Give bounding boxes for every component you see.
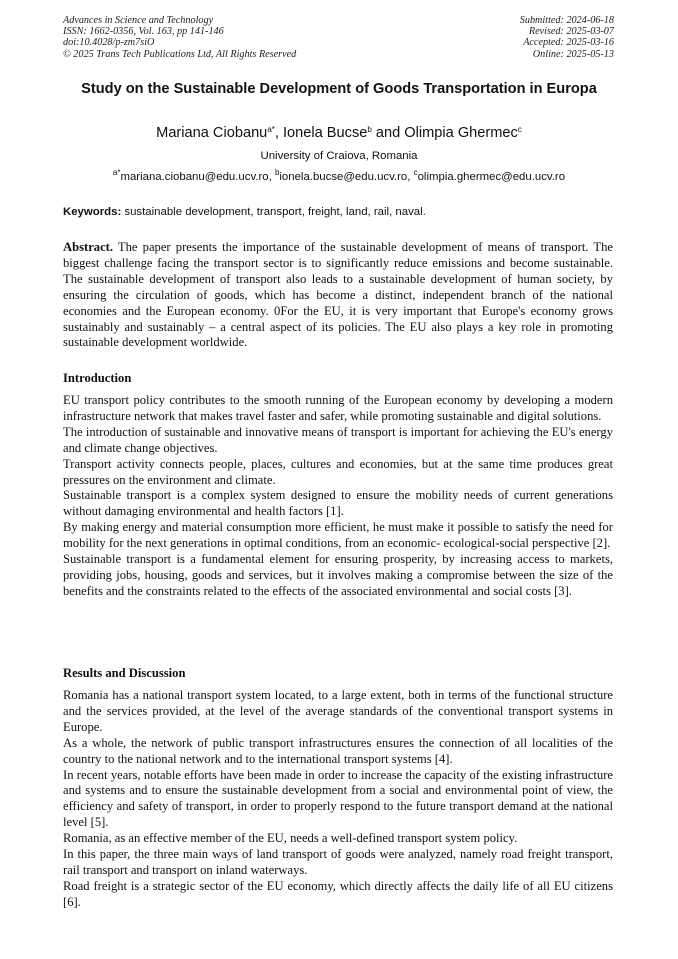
email-superscript: c [413, 168, 418, 177]
email-address: ionela.bucse@edu.ucv.ro, [279, 171, 414, 183]
paragraph: Road freight is a strategic sector of the EU economy, which directly affects the daily life of all EU citizens [6]. [63, 878, 613, 909]
results-section [63, 688, 613, 911]
abstract-paragraph [63, 240, 613, 351]
paragraph: In this paper, the three main ways of land transport of goods were analyzed, namely road freight transport, rail transport and transport on inland waterways. [63, 847, 613, 877]
author-list [63, 124, 615, 142]
journal-issn: ISSN: 1662-0356, Vol. 163, pp 141-146 [63, 26, 224, 38]
journal-doi: doi:10.4028/p-zm7siO [63, 37, 155, 49]
email-superscript: b [274, 168, 280, 177]
author-superscript: b [367, 125, 372, 134]
abstract [63, 240, 613, 351]
email-address: mariana.ciobanu@edu.ucv.ro, [120, 171, 275, 183]
paragraph: Sustainable transport is a fundamental element for ensuring prosperity, by increasing access to markets, providing jobs, housing, goods and services, but it involves making a compromise between the size of the benefits and the constraints related to the effects of the associated environmental and social costs [3]. [63, 552, 613, 598]
paragraph: EU transport policy contributes to the smooth running of the European economy by developing a modern infrastructure network that makes travel faster and safer, while promoting sustainable and digital solutions. [63, 393, 613, 423]
paragraph: Sustainable transport is a complex system designed to ensure the mobility needs of current generations without damaging environmental and health factors [1]. [63, 488, 613, 519]
keywords-text: sustainable development, transport, freight, land, rail, naval. [121, 206, 426, 218]
paragraph: Romania, as an effective member of the EU, needs a well-defined transport system policy. [63, 831, 518, 846]
paper-title: Study on the Sustainable Development of Goods Transportation in Europa [81, 81, 597, 97]
author-name: Olimpia Ghermec [404, 125, 518, 141]
paragraph: In recent years, notable efforts have been made in order to increase the capacity of the existing infrastructure and systems and to ensure the sustainable development from a social and environmental point of view, the efficiency and safety of transport, in order to properly respond to the future transport demand at the national level [5]. [63, 767, 613, 830]
author-superscript: a* [267, 125, 275, 134]
section-heading-introduction: Introduction [63, 371, 132, 385]
keywords [63, 206, 615, 219]
email-address: olimpia.ghermec@edu.ucv.ro [417, 171, 566, 183]
introduction-section [63, 393, 613, 600]
submission-dates [520, 15, 614, 60]
author-name: Mariana Ciobanu [156, 125, 268, 141]
date-revised: Revised: 2025-03-07 [528, 26, 614, 38]
date-accepted: Accepted: 2025-03-16 [523, 37, 614, 49]
author-name: Ionela Bucse [282, 125, 368, 141]
journal-info [63, 15, 296, 60]
journal-name: Advances in Science and Technology [63, 15, 214, 26]
journal-copyright: © 2025 Trans Tech Publications Ltd, All Rights Reserved [63, 48, 297, 60]
author-superscript: c [517, 125, 522, 134]
keywords-label: Keywords: [63, 206, 122, 218]
affiliation: University of Craiova, Romania [260, 150, 418, 162]
paragraph: As a whole, the network of public transport infrastructures ensures the connection of all localities of the country to the national network and to the international transport systems [4]. [63, 735, 613, 766]
abstract-text: The paper presents the importance of the sustainable development of means of transport. The biggest challenge facing the transport sector is to significantly reduce emissions and become sustainable. The sustainable development of transport also leads to a sustainable development of human society, by ensuring the circulation of goods, which has become a distinct, independent branch of the national economies and the European economy. 0For the EU, it is very important that Europe's economy grows sustainably and sustainably – a central aspect of its policies. The EU also plays a key role in promoting sustainable development worldwide. [63, 240, 613, 350]
abstract-label: Abstract. [63, 240, 114, 254]
author-separator: and [371, 125, 405, 141]
paragraph: The introduction of sustainable and innovative means of transport is important for achieving the EU's energy and climate change objectives. [63, 424, 613, 455]
section-heading-results: Results and Discussion [63, 666, 186, 680]
date-online: Online: 2025-05-13 [532, 48, 614, 60]
date-submitted: Submitted: 2024-06-18 [519, 15, 614, 26]
paragraph: Transport activity connects people, places, cultures and economies, but at the same time produces great pressures on the environment and climate. [63, 456, 613, 487]
author-separator: , [274, 125, 283, 141]
email-superscript: a* [112, 168, 121, 177]
author-emails [63, 168, 615, 184]
paragraph: By making energy and material consumption more efficient, he must make it possible to satisfy the need for mobility for the next generations in optimal conditions, from an economic- ecological-social perspective [2]. [63, 520, 613, 551]
paragraph: Romania has a national transport system located, to a large extent, both in terms of the functional structure and the services provided, at the level of the average standards of the conventional transport systems in Europe. [63, 688, 613, 734]
